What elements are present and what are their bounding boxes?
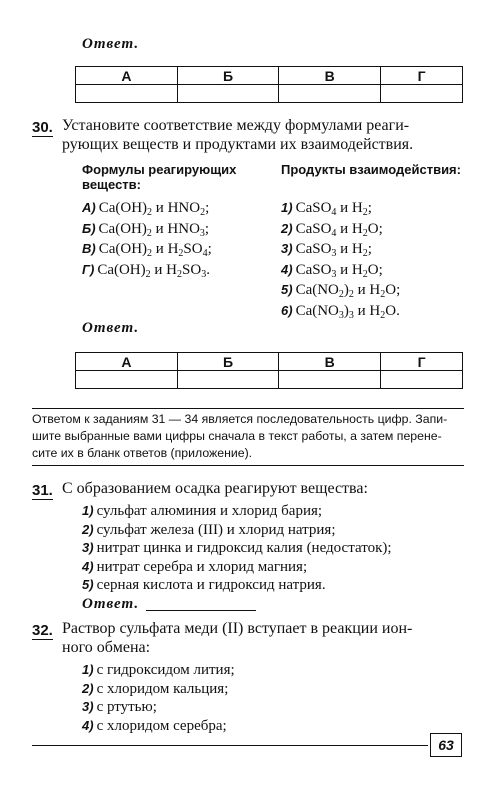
q31-option-5 (82, 576, 392, 595)
question-31-options (82, 502, 392, 595)
answer-cell-v[interactable] (279, 85, 381, 103)
q31-option-key: 2) (82, 521, 94, 537)
product-item-formula: CaSO$_3$ и $H_2$; (295, 241, 372, 259)
reactants-header-line1: Формулы реагирующих (82, 162, 237, 177)
product-item-key: 4) (281, 261, 293, 277)
q32-option-key: 4) (82, 717, 94, 733)
product-item-formula: $Ca(NO_2)_2$ и $H_2O$; (295, 282, 401, 300)
product-item-6 (281, 301, 400, 322)
reactants-list (82, 198, 212, 280)
note-line2: шите выбранные вами цифры сначала в текст работы, а затем перене- (32, 429, 442, 443)
product-item-key: 3) (281, 241, 293, 256)
reactant-item-formula: $Ca(OH)_2$ и $H_2SO_4$; (98, 241, 212, 259)
answer-cell-b[interactable] (177, 371, 278, 389)
product-item-2 (281, 219, 400, 240)
q31-option-text: сульфат алюминия и хлорид бария; (96, 503, 323, 519)
answer-cell-g[interactable] (381, 85, 463, 103)
product-item-4 (281, 260, 400, 281)
answer-table-30 (75, 352, 463, 389)
reactant-item-key: В) (82, 241, 96, 256)
answer-header-b: Б (177, 353, 278, 371)
answer-cell-b[interactable] (177, 85, 278, 103)
q31-option-text: нитрат серебра и хлорид магния; (96, 558, 308, 575)
product-item-key: 5) (281, 282, 293, 297)
answer-cell-v[interactable] (279, 371, 381, 389)
answer-table-29 (75, 66, 463, 103)
note-line3: сите их в бланк ответов (приложение). (32, 446, 253, 460)
footer-rule (32, 745, 428, 746)
q32-option-key: 1) (82, 662, 94, 677)
q32-option-text: с ртутью; (96, 699, 157, 715)
answer-cell-a[interactable] (76, 85, 178, 103)
answer-label-29: Ответ. (82, 36, 140, 52)
question-30-text-line1: Установите соответствие между формулами реаги- (62, 117, 410, 134)
answer-header-v: В (279, 353, 381, 371)
answer-header-a: А (76, 353, 178, 371)
question-32-number: 32. (32, 622, 53, 639)
answer-label-30: Ответ. (82, 320, 140, 336)
q31-option-key: 1) (82, 503, 94, 518)
q32-option-1 (82, 661, 235, 680)
q32-option-text: с гидроксидом лития; (96, 662, 235, 678)
answer-cell-a[interactable] (76, 371, 178, 389)
question-32-text-line1: Раствор сульфата меди (II) вступает в реакции ион- (62, 620, 413, 637)
q31-option-text: сульфат железа (III) и хлорид натрия; (96, 521, 336, 538)
product-item-1 (281, 198, 400, 219)
page-number: 63 (430, 733, 462, 757)
q32-option-3 (82, 698, 235, 717)
question-32-options (82, 661, 235, 735)
reactant-item-formula: $Ca(OH)_2$ и $H_2SO_3$. (97, 261, 210, 280)
product-item-key: 1) (281, 200, 293, 215)
q31-option-2 (82, 521, 392, 540)
q31-option-text: нитрат цинка и гидроксид калия (недостаток); (96, 540, 392, 556)
note-line1: Ответом к заданиям 31 — 34 является последовательность цифр. Запи- (32, 412, 448, 426)
reactant-item-key: А) (82, 200, 96, 215)
reactant-item-4 (82, 260, 212, 281)
answer-cell-g[interactable] (381, 371, 463, 389)
product-item-formula: CaSO$_4$ и $H_2$; (295, 200, 372, 218)
product-item-formula: CaSO$_3$ и $H_2O$; (295, 261, 383, 280)
note-bottom-rule (32, 465, 464, 466)
q31-option-key: 5) (82, 577, 94, 592)
reactant-item-formula: $Ca(OH)_2$ и $HNO_3$; (98, 220, 210, 239)
q32-option-text: с хлоридом серебра; (96, 717, 227, 734)
products-list (281, 198, 400, 321)
q31-option-4 (82, 558, 392, 577)
q31-option-key: 4) (82, 558, 94, 574)
q31-option-text: серная кислота и гидроксид натрия. (96, 577, 326, 593)
q32-option-4 (82, 717, 235, 736)
reactant-item-1 (82, 198, 212, 219)
answer-line-31[interactable] (146, 610, 256, 611)
question-31-number: 31. (32, 482, 53, 499)
answer-label-31: Ответ. (82, 596, 140, 612)
products-header: Продукты взаимодействия: (281, 162, 461, 177)
answer-header-g: Г (381, 67, 463, 85)
question-30-text-line2: рующих веществ и продуктами их взаимодействия. (62, 136, 414, 153)
reactant-item-3 (82, 239, 212, 260)
question-30-number: 30. (32, 119, 53, 136)
product-item-formula: CaSO$_4$ и $H_2O$; (295, 220, 383, 239)
q31-option-key: 3) (82, 540, 94, 555)
product-item-key: 6) (281, 302, 293, 318)
q31-option-1 (82, 502, 392, 521)
q32-option-key: 2) (82, 680, 94, 696)
reactants-header-line2: веществ: (82, 177, 141, 192)
q32-option-text: с хлоридом кальция; (96, 680, 229, 697)
product-item-formula: $Ca(NO_3)_3$ и $H_2O$. (295, 302, 400, 321)
q31-option-3 (82, 539, 392, 558)
question-32-text-line2: ного обмена: (62, 639, 151, 656)
product-item-3 (281, 239, 400, 260)
product-item-key: 2) (281, 220, 293, 236)
reactant-item-2 (82, 219, 212, 240)
product-item-5 (281, 280, 400, 301)
question-31-text: С образованием осадка реагируют вещества: (62, 480, 368, 497)
answer-header-b: Б (177, 67, 278, 85)
answer-header-a: А (76, 67, 178, 85)
reactant-item-key: Г) (82, 261, 95, 277)
reactant-item-formula: $Ca(OH)_2$ и $HNO_2$; (98, 200, 210, 218)
answer-header-g: Г (381, 353, 463, 371)
reactant-item-key: Б) (82, 220, 96, 236)
q32-option-key: 3) (82, 699, 94, 714)
q32-option-2 (82, 680, 235, 699)
answer-header-v: В (279, 67, 381, 85)
note-top-rule (32, 408, 464, 409)
